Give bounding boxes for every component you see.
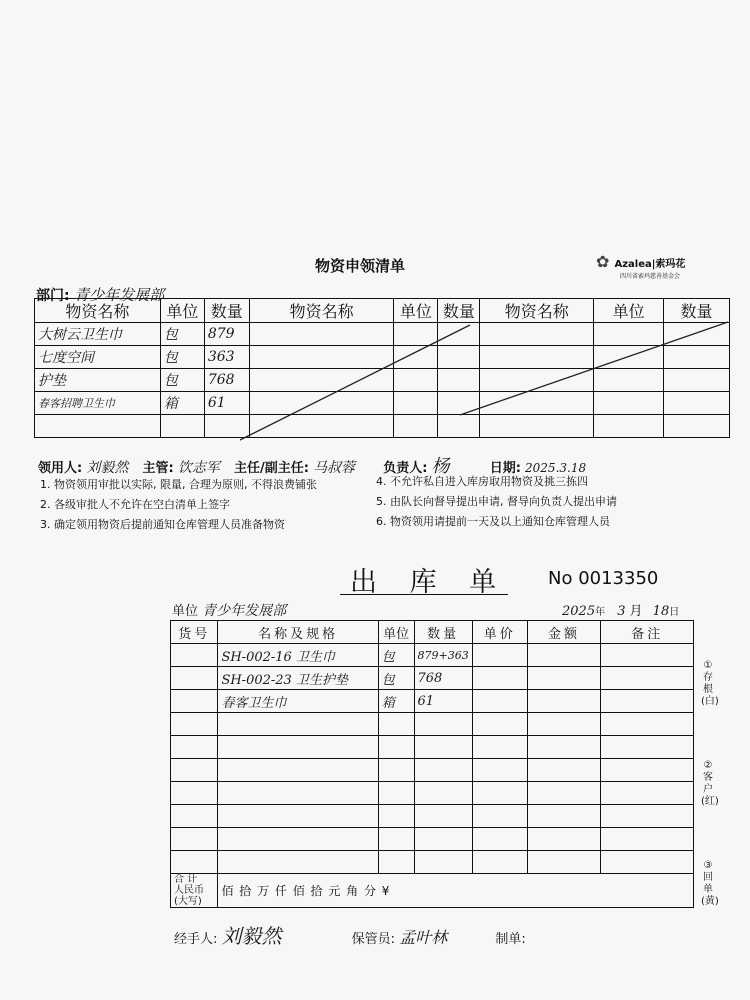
department-value: 青少年发展部 — [74, 286, 165, 304]
col-header: 物资名称 — [249, 299, 394, 323]
col-header: 货号 — [171, 621, 218, 644]
notes-right — [376, 472, 617, 532]
table-row — [171, 828, 694, 851]
col-header: 单位 — [594, 299, 664, 323]
copy-label-customer: ②客户(红) — [701, 760, 719, 807]
logo-text: Azalea|索玛花 — [614, 259, 686, 270]
item-unit — [378, 759, 414, 782]
item-qty — [414, 759, 472, 782]
receiver-signature: 刘毅然 — [86, 460, 129, 476]
item-qty — [414, 805, 472, 828]
supervisor-label: 主管: — [142, 461, 174, 476]
unit-value: 青少年发展部 — [202, 603, 287, 619]
slip-date — [562, 600, 679, 619]
item-qty: 768 — [204, 369, 249, 392]
item-qty — [414, 782, 472, 805]
outbound-signatures — [174, 920, 526, 949]
note-item: 3. 确定领用物资后提前通知仓库管理人员准备物资 — [40, 518, 285, 531]
item-name — [218, 713, 378, 736]
item-code — [171, 851, 218, 874]
col-header: 数量 — [414, 621, 472, 644]
item-name — [218, 736, 378, 759]
item-code — [171, 644, 218, 667]
col-header: 数量 — [438, 299, 480, 323]
item-unit: 包 — [378, 667, 414, 690]
item-qty — [414, 736, 472, 759]
item-code — [171, 782, 218, 805]
copy-label-receipt: ③回单(黄) — [701, 860, 719, 907]
total-label: 合 计 人民币(大写) — [171, 874, 218, 908]
item-name — [218, 759, 378, 782]
requisition-title: 物资申领清单 — [315, 257, 406, 275]
day-label: 日 — [669, 607, 680, 618]
item-qty: 61 — [414, 690, 472, 713]
item-qty: 879+363 — [414, 644, 472, 667]
department-label: 部门: — [36, 288, 70, 304]
flower-icon: ✿ — [596, 252, 610, 271]
item-qty — [414, 828, 472, 851]
total-amount-text: 佰 拾 万 仟 佰 拾 元 角 分 ¥ — [218, 874, 694, 908]
item-qty: 363 — [204, 346, 249, 369]
col-header: 数量 — [204, 299, 249, 323]
item-qty — [414, 713, 472, 736]
unit-label: 单位 — [172, 604, 199, 619]
keeper-signature: 孟叶林 — [399, 928, 448, 947]
table-row — [171, 782, 694, 805]
handler-label: 经手人: — [174, 932, 218, 947]
item-code — [171, 667, 218, 690]
item-code — [171, 713, 218, 736]
col-header: 单价 — [472, 621, 527, 644]
item-unit — [378, 782, 414, 805]
outbound-header-row — [171, 621, 694, 644]
item-unit — [378, 828, 414, 851]
item-name: 春客卫生巾 — [218, 690, 378, 713]
title-underline — [340, 594, 508, 595]
col-header: 单位 — [378, 621, 414, 644]
item-name: 七度空间 — [35, 346, 161, 369]
col-header: 单位 — [160, 299, 204, 323]
supervisor-signature: 饮志军 — [177, 460, 220, 476]
outbound-table — [170, 620, 694, 908]
item-code — [171, 736, 218, 759]
item-qty: 879 — [204, 323, 249, 346]
item-unit: 包 — [160, 346, 204, 369]
item-unit — [378, 805, 414, 828]
item-unit — [378, 736, 414, 759]
director-signature: 马叔蓉 — [313, 460, 356, 476]
col-header: 金额 — [527, 621, 601, 644]
unit-line — [172, 600, 286, 620]
notes-left — [40, 475, 317, 535]
table-row — [171, 736, 694, 759]
note-item: 1. 物资领用审批以实际, 限量, 合理为原则, 不得浪费铺张 — [40, 478, 317, 491]
table-row — [171, 690, 694, 713]
date-year: 2025 — [562, 604, 596, 619]
col-header: 备注 — [601, 621, 694, 644]
item-name — [218, 828, 378, 851]
table-row — [171, 713, 694, 736]
item-name: 春客招聘卫生巾 — [35, 392, 161, 415]
side-labels — [701, 660, 719, 940]
col-header: 物资名称 — [480, 299, 594, 323]
item-name — [218, 851, 378, 874]
col-header: 数量 — [664, 299, 730, 323]
item-qty: 61 — [204, 392, 249, 415]
table-row — [171, 805, 694, 828]
table-row — [171, 759, 694, 782]
logo-subtext: 四川省索玛慈善基金会 — [620, 273, 681, 280]
item-name — [218, 805, 378, 828]
date-value: 2025.3.18 — [525, 461, 587, 475]
item-code — [171, 759, 218, 782]
item-code — [171, 805, 218, 828]
date-label: 日期: — [489, 461, 521, 476]
col-header: 单位 — [394, 299, 438, 323]
col-header: 名称及规格 — [218, 621, 378, 644]
item-unit: 箱 — [160, 392, 204, 415]
item-code — [171, 828, 218, 851]
note-item: 2. 各级审批人不允许在空白清单上签字 — [40, 498, 230, 511]
table-row — [171, 851, 694, 874]
date-day: 18 — [652, 604, 670, 619]
item-unit: 包 — [160, 323, 204, 346]
document-number: No 0013350 — [548, 568, 659, 589]
note-item: 4. 不允许私自进入库房取用物资及挑三拣四 — [376, 475, 588, 488]
item-qty — [414, 851, 472, 874]
item-unit: 包 — [160, 369, 204, 392]
item-name: 护垫 — [35, 369, 161, 392]
outbound-title: 出 库 单 — [350, 567, 509, 598]
receiver-label: 领用人: — [38, 461, 83, 476]
note-item: 6. 物资领用请提前一天及以上通知仓库管理人员 — [376, 515, 610, 528]
note-item: 5. 由队长向督导提出申请, 督导向负责人提出申请 — [376, 495, 617, 508]
year-label: 年 — [595, 607, 606, 618]
item-unit — [378, 851, 414, 874]
item-code — [171, 690, 218, 713]
table-row — [171, 644, 694, 667]
director-label: 主任/副主任: — [233, 461, 309, 476]
responsible-label: 负责人: — [383, 461, 428, 476]
month-label: 月 — [629, 604, 643, 619]
item-unit: 包 — [378, 644, 414, 667]
maker-label: 制单: — [495, 932, 526, 947]
copy-label-stub: ①存根(白) — [701, 660, 719, 707]
handler-signature: 刘毅然 — [221, 924, 282, 948]
total-row — [171, 874, 694, 908]
table-row — [171, 667, 694, 690]
item-name: SH-002-23 卫生护垫 — [218, 667, 378, 690]
item-qty: 768 — [414, 667, 472, 690]
keeper-label: 保管员: — [351, 932, 396, 947]
responsible-signature: 杨 — [431, 456, 450, 477]
item-name — [218, 782, 378, 805]
item-unit: 箱 — [378, 690, 414, 713]
date-month: 3 — [617, 604, 626, 619]
col-header: 物资名称 — [35, 299, 161, 323]
item-name: SH-002-16 卫生巾 — [218, 644, 378, 667]
item-name: 大树云卫生巾 — [35, 323, 161, 346]
item-unit — [378, 713, 414, 736]
